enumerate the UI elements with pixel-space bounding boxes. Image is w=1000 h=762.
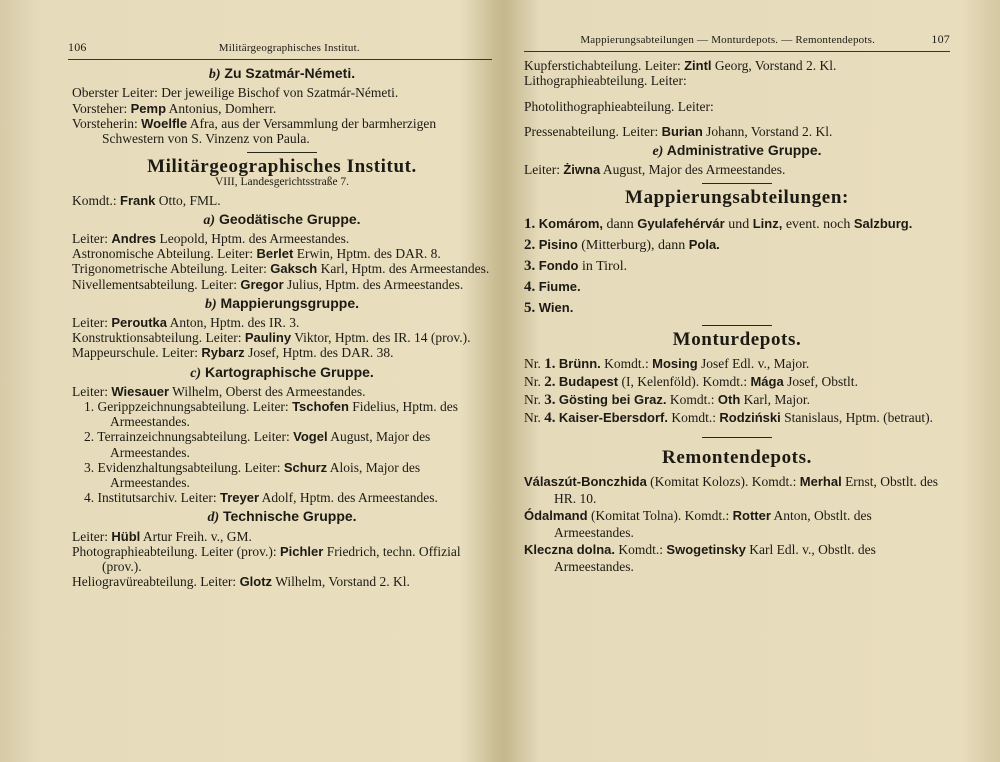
group-heading: e) Administrative Gruppe. (652, 142, 822, 160)
entry-name: Wiesauer (111, 383, 170, 399)
entry: Válaszút-Bonczhida (Komitat Kolozs). Komdt.: Merhal Ernst, Obstlt. des HR. 10. (524, 474, 939, 507)
entry: Trigonometrische Abteilung. Leiter: Gaksch Karl, Hptm. des Armeestandes. (72, 261, 490, 277)
entry: Mappeurschule. Leiter: Rybarz Josef, Hptm. des DAR. 38. (72, 345, 394, 361)
entry-name: Hübl (111, 528, 141, 544)
entry: Photographieabteilung. Leiter (prov.): Pichler Friedrich, techn. Offizial (prov.). (72, 543, 461, 575)
running-header (524, 32, 950, 52)
list-item: 3. Fondo in Tirol. (524, 257, 628, 274)
running-header (68, 40, 492, 60)
entry: Kleczna dolna. Komdt.: Swogetinsky Karl Edl. v., Obstlt. des Armeestandes. (524, 542, 876, 575)
entry: Ódalmand (Komitat Tolna). Komdt.: Rotter Anton, Obstlt. des Armeestandes. (524, 508, 872, 541)
text-line: Oberster Leiter: Der jeweilige Bischof von Szatmár-Németi. (72, 85, 399, 101)
list-item: Nr. 3. Gösting bei Graz. Komdt.: Oth Karl, Major. (524, 391, 811, 408)
entry: Konstruktionsabteilung. Leiter: Pauliny Viktor, Hptm. des IR. 14 (prov.). (72, 330, 471, 346)
section-title: Mappierungsabteilungen: (625, 187, 849, 209)
entry-name: Pemp (130, 100, 167, 116)
page-number: 107 (931, 32, 950, 46)
entry: Astronomische Abteilung. Leiter: Berlet Erwin, Hptm. des DAR. 8. (72, 246, 441, 262)
header-title: Mappierungsabteilungen — Monturdepots. — Remontendepots. (580, 34, 876, 46)
entry-name: Pichler (279, 543, 324, 559)
divider (702, 183, 772, 184)
list-item: 5. Wien. (524, 299, 574, 316)
entry: Nivellementsabteilung. Leiter: Gregor Julius, Hptm. des Armeestandes. (72, 276, 464, 292)
entry-name: Woelfle (141, 115, 188, 131)
entry-name: Schurz (283, 459, 328, 475)
entry-name: Vogel (293, 429, 328, 445)
entry: Leiter: Peroutka Anton, Hptm. des IR. 3. (72, 315, 300, 331)
entry-name: Peroutka (111, 315, 167, 331)
entry: Pressenabteilung. Leiter: Burian Johann, Vorstand 2. Kl. (524, 123, 833, 139)
entry: Photolithographieabteilung. Leiter: (524, 98, 714, 114)
entry-name: Frank (120, 192, 156, 208)
entry-name: Tschofen (292, 399, 349, 415)
list-item: 1. Komárom, dann Gyulafehérvár und Linz, event. noch Salzburg. (524, 215, 913, 232)
entry: Leiter: Żiwna August, Major des Armeestandes. (524, 162, 786, 178)
heading-text: Zu Szatmár-Németi. (224, 65, 356, 82)
mapp-list (524, 214, 950, 319)
entry-name: Gaksch (270, 261, 318, 277)
entry: Kupferstichabteilung. Leiter: Zintl Georg, Vorstand 2. Kl. (524, 58, 837, 74)
entry: Vorsteherin: Woelfle Afra, aus der Versammlung der barmherzigen Schwestern von S. Vinzenz von Paula. (72, 115, 437, 147)
entry-name: Rybarz (201, 345, 245, 361)
entry: Leiter: Andres Leopold, Hptm. des Armeestandes. (72, 231, 350, 247)
header-title: Militärgeographisches Institut. (218, 42, 360, 54)
list-item: Nr. 2. Budapest (I, Kelenföld). Komdt.: Mága Josef, Obstlt. (524, 373, 858, 390)
entry: Vorsteher: Pemp Antonius, Domherr. (72, 100, 277, 116)
list-item: 3. Evidenzhaltungsabteilung. Leiter: Schurz Alois, Major des Armeestandes. (84, 459, 421, 491)
entry-name: Treyer (219, 490, 260, 506)
list-item: 2. Pisino (Mitterburg), dann Pola. (524, 236, 720, 253)
entry-name: Glotz (239, 574, 273, 590)
list-item: Nr. 4. Kaiser-Ebersdorf. Komdt.: Rodziński Stanislaus, Hptm. (betraut). (524, 409, 933, 426)
divider (247, 152, 317, 153)
entry: Komdt.: Frank Otto, FML. (72, 192, 221, 208)
page-number: 106 (68, 40, 87, 54)
right-page (510, 0, 1000, 762)
section-title: Remontendepots. (662, 446, 812, 468)
list-item: Nr. 1. Brünn. Komdt.: Mosing Josef Edl. v., Major. (524, 355, 810, 372)
entry-name: Andres (111, 231, 157, 247)
entry-name: Zintl (684, 58, 712, 74)
group-heading: c) Kartographische Gruppe. (190, 363, 374, 381)
entry-name: Żiwna (563, 162, 601, 178)
entry-name: Pauliny (244, 330, 292, 346)
section-title: Monturdepots. (672, 328, 802, 350)
list-item: 2. Terrainzeichnungsabteilung. Leiter: Vogel August, Major des Armeestandes. (84, 429, 431, 460)
group-heading: d) Technische Gruppe. (207, 508, 357, 526)
entry: Heliogravüreabteilung. Leiter: Glotz Wilhelm, Vorstand 2. Kl. (72, 574, 410, 590)
entry-name: Gregor (240, 276, 284, 292)
divider (702, 325, 772, 326)
list-item: 4. Institutsarchiv. Leiter: Treyer Adolf, Hptm. des Armeestandes. (84, 490, 438, 506)
heading-letter: b) (208, 67, 221, 83)
group-heading: a) Geodätische Gruppe. (203, 210, 361, 228)
divider (702, 437, 772, 438)
entry: Leiter: Hübl Artur Freih. v., GM. (72, 528, 252, 544)
section-heading (72, 66, 492, 82)
section-title: Militärgeographisches Institut. (147, 156, 417, 178)
list-item: 4. Fiume. (524, 278, 581, 295)
entry: Lithographieabteilung. Leiter: (524, 73, 687, 89)
entry: Leiter: Wiesauer Wilhelm, Oberst des Armeestandes. (72, 383, 366, 399)
group-heading: b) Mappierungsgruppe. (204, 294, 359, 312)
entry-name: Berlet (256, 246, 294, 262)
entry-name: Burian (661, 123, 703, 139)
address: VIII, Landesgerichtsstraße 7. (214, 176, 350, 189)
remonten-list (524, 473, 950, 575)
list-item: 1. Gerippzeichnungsabteilung. Leiter: Tschofen Fidelius, Hptm. des Armeestandes. (84, 399, 459, 430)
montur-list (524, 355, 950, 427)
